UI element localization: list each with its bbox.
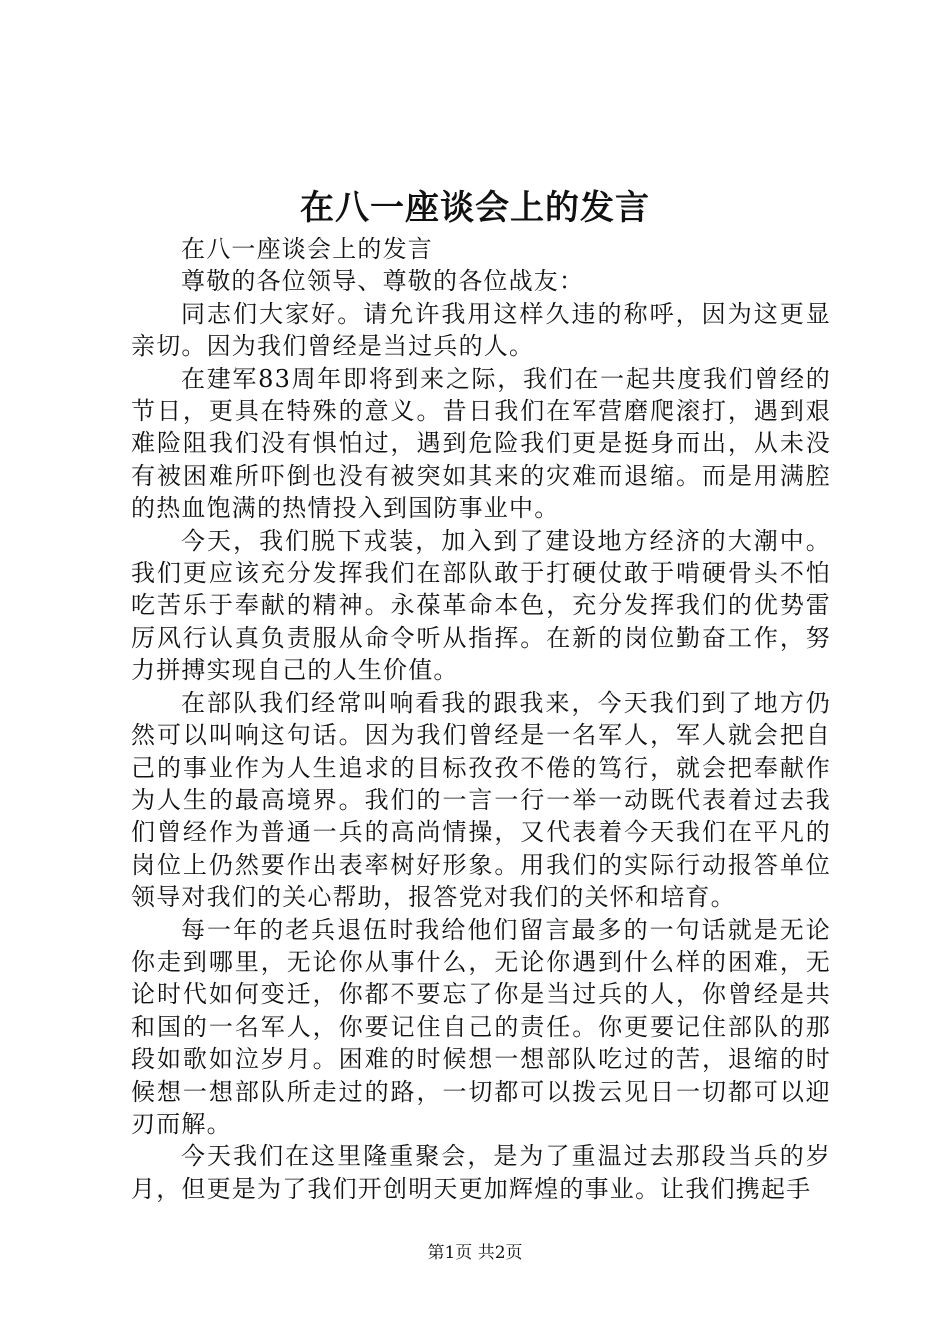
paragraph-today: 今天，我们脱下戎装，加入到了建设地方经济的大潮中。我们更应该充分发挥我们在部队敢于打硬仗敢于啃硬骨头不怕吃苦乐于奉献的精神。永葆革命本色，充分发挥我们的优势雷厉风行认真负责服从命令听从指挥。在新的岗位勤奋工作，努力拼搏实现自己的人生价值。 bbox=[131, 526, 831, 685]
document-body bbox=[131, 233, 831, 1205]
paragraph-follow-me: 在部队我们经常叫响看我的跟我来，今天我们到了地方仍然可以叫响这句话。因为我们曾经是一名军人，军人就会把自己的事业作为人生追求的目标孜孜不倦的笃行，就会把奉献作为人生的最高境界。我们的一言一行一举一动既代表着过去我们曾经作为普通一兵的高尚情操，又代表着今天我们在平凡的岗位上仍然要作出表率树好形象。用我们的实际行动报答单位领导对我们的关心帮助，报答党对我们的关怀和培育。 bbox=[131, 688, 831, 912]
paragraph-greeting: 同志们大家好。请允许我用这样久违的称呼，因为这更显亲切。因为我们曾经是当过兵的人。 bbox=[131, 299, 831, 361]
paragraph-heading-repeat: 在八一座谈会上的发言 bbox=[181, 235, 433, 263]
document-title: 在八一座谈会上的发言 bbox=[300, 188, 650, 228]
paragraph-salutation: 尊敬的各位领导、尊敬的各位战友： bbox=[181, 267, 585, 296]
paragraph-anniversary: 在建军83周年即将到来之际，我们在一起共度我们曾经的节日，更具在特殊的意义。昔日我们在军营磨爬滚打，遇到艰难险阻我们没有惧怕过，遇到危险我们更是挺身而出，从未没有被困难所吓倒也没有被突如其来的灾难而退缩。而是用满腔的热血饱满的热情投入到国防事业中。 bbox=[131, 364, 831, 523]
paragraph-closing: 今天我们在这里隆重聚会，是为了重温过去那段当兵的岁月，但更是为了我们开创明天更加辉煌的事业。让我们携起手 bbox=[131, 1142, 831, 1203]
page-number-footer: 第1页 共2页 bbox=[427, 1243, 523, 1263]
paragraph-veterans: 每一年的老兵退伍时我给他们留言最多的一句话就是无论你走到哪里，无论你从事什么，无论你遇到什么样的困难，无论时代如何变迁，你都不要忘了你是当过兵的人，你曾经是共和国的一名军人，你要记住自己的责任。你更要记住部队的那段如歌如泣岁月。困难的时候想一想部队吃过的苦，退缩的时候想一想部队所走过的路，一切都可以拨云见日一切都可以迎刃而解。 bbox=[131, 915, 831, 1138]
